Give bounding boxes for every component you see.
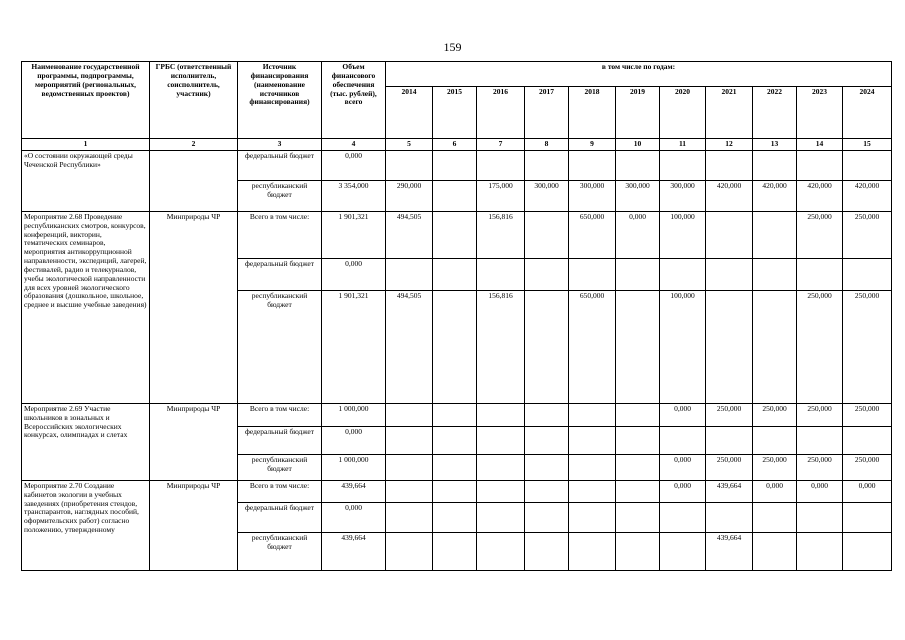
year-value <box>525 150 569 180</box>
header-year: 2021 <box>706 87 753 139</box>
year-value <box>477 480 525 502</box>
header-year: 2016 <box>477 87 525 139</box>
year-value: 650,000 <box>569 211 616 258</box>
header-year: 2014 <box>386 87 433 139</box>
year-value <box>569 454 616 480</box>
column-number: 3 <box>238 139 322 151</box>
column-number: 9 <box>569 139 616 151</box>
year-value <box>843 150 892 180</box>
column-number: 15 <box>843 139 892 151</box>
year-value: 420,000 <box>797 180 843 211</box>
year-value <box>706 211 753 258</box>
table-row <box>22 150 892 180</box>
year-value: 0,000 <box>753 480 797 502</box>
year-value <box>477 502 525 532</box>
year-value <box>616 426 660 454</box>
year-value <box>797 502 843 532</box>
volume-cell: 439,664 <box>322 480 386 502</box>
year-value <box>433 426 477 454</box>
year-value <box>616 403 660 426</box>
year-value <box>477 454 525 480</box>
column-number: 5 <box>386 139 433 151</box>
year-value: 250,000 <box>843 454 892 480</box>
year-value <box>386 258 433 290</box>
year-value <box>433 532 477 570</box>
year-value: 0,000 <box>660 480 706 502</box>
header-year: 2020 <box>660 87 706 139</box>
year-value <box>753 258 797 290</box>
year-value: 250,000 <box>843 403 892 426</box>
year-value <box>660 258 706 290</box>
year-value <box>616 532 660 570</box>
year-value <box>706 258 753 290</box>
year-value <box>753 290 797 403</box>
year-value <box>569 150 616 180</box>
header-year: 2024 <box>843 87 892 139</box>
year-value <box>843 532 892 570</box>
year-value <box>433 480 477 502</box>
column-number: 10 <box>616 139 660 151</box>
column-number: 13 <box>753 139 797 151</box>
year-value <box>660 532 706 570</box>
table-row <box>22 403 892 426</box>
header-row-1 <box>22 62 892 87</box>
grbs-cell: Минприроды ЧР <box>150 480 238 570</box>
year-value <box>616 454 660 480</box>
year-value: 156,816 <box>477 290 525 403</box>
source-federal: федеральный бюджет <box>238 150 322 180</box>
volume-cell: 439,664 <box>322 532 386 570</box>
year-value: 420,000 <box>753 180 797 211</box>
year-value: 250,000 <box>706 403 753 426</box>
volume-cell: 3 354,000 <box>322 180 386 211</box>
year-value <box>843 258 892 290</box>
year-value <box>525 454 569 480</box>
year-value: 250,000 <box>843 290 892 403</box>
year-value: 0,000 <box>797 480 843 502</box>
year-value: 250,000 <box>706 454 753 480</box>
year-value: 420,000 <box>843 180 892 211</box>
year-value: 100,000 <box>660 290 706 403</box>
year-value <box>525 532 569 570</box>
year-value <box>433 150 477 180</box>
year-value <box>569 480 616 502</box>
volume-cell: 0,000 <box>322 150 386 180</box>
year-value <box>569 426 616 454</box>
program-name: «О состоянии окружающей среды Чеченской Республики» <box>22 150 150 211</box>
volume-cell: 1 901,321 <box>322 290 386 403</box>
source-total: Всего в том числе: <box>238 480 322 502</box>
year-value: 156,816 <box>477 211 525 258</box>
year-value <box>616 258 660 290</box>
year-value: 250,000 <box>797 290 843 403</box>
year-value: 250,000 <box>797 211 843 258</box>
year-value <box>753 150 797 180</box>
year-value <box>386 454 433 480</box>
program-name: Мероприятие 2.70 Создание кабинетов экологии в учебных заведениях (приобретения стендов, транспарантов, наглядных пособий, оформительских работ) согласно положению, утвержденному <box>22 480 150 570</box>
year-value: 250,000 <box>753 403 797 426</box>
year-value <box>477 426 525 454</box>
grbs-cell: Минприроды ЧР <box>150 403 238 480</box>
source-federal: федеральный бюджет <box>238 258 322 290</box>
grbs-cell <box>150 150 238 211</box>
header-source: Источник финансирования (наименование источников финансирования) <box>238 62 322 139</box>
year-value <box>525 480 569 502</box>
header-volume: Объем финансового обеспечения (тыс. рублей), всего <box>322 62 386 139</box>
column-number: 2 <box>150 139 238 151</box>
source-federal: федеральный бюджет <box>238 502 322 532</box>
year-value: 0,000 <box>660 454 706 480</box>
year-value: 0,000 <box>660 403 706 426</box>
year-value <box>386 502 433 532</box>
year-value <box>569 532 616 570</box>
grbs-cell: Минприроды ЧР <box>150 211 238 403</box>
year-value: 494,505 <box>386 211 433 258</box>
header-year: 2023 <box>797 87 843 139</box>
year-value <box>797 150 843 180</box>
year-value: 0,000 <box>616 211 660 258</box>
year-value <box>477 532 525 570</box>
year-value <box>477 258 525 290</box>
volume-cell: 1 000,000 <box>322 403 386 426</box>
year-value: 0,000 <box>843 480 892 502</box>
column-number: 7 <box>477 139 525 151</box>
year-value <box>706 290 753 403</box>
year-value <box>433 403 477 426</box>
source-total: Всего в том числе: <box>238 211 322 258</box>
source-total: Всего в том числе: <box>238 403 322 426</box>
header-year: 2019 <box>616 87 660 139</box>
year-value: 420,000 <box>706 180 753 211</box>
header-grbs: ГРБС (ответственный исполнитель, соисполнитель, участник) <box>150 62 238 139</box>
financing-table <box>21 61 892 571</box>
year-value: 250,000 <box>753 454 797 480</box>
header-year: 2015 <box>433 87 477 139</box>
year-value <box>569 502 616 532</box>
header-program: Наименование государственной программы, подпрограммы, мероприятий (региональных, ведомственных проектов) <box>22 62 150 139</box>
year-value <box>433 258 477 290</box>
year-value <box>433 211 477 258</box>
program-name: Мероприятие 2.68 Проведение республиканских смотров, конкурсов, конференций, викторин, тематических семинаров, мероприятия антикоррупционной направленности, экспедиций, лагерей, фестивалей, радио и телекурналов, учебы экологической направленности для всех уровней экологического образования (дошкольное, школьное, среднее и высшие учебные заведения) <box>22 211 150 403</box>
year-value <box>616 502 660 532</box>
year-value <box>753 211 797 258</box>
column-number-row <box>22 139 892 151</box>
year-value <box>616 150 660 180</box>
year-value <box>797 258 843 290</box>
volume-cell: 0,000 <box>322 502 386 532</box>
year-value <box>843 502 892 532</box>
year-value: 300,000 <box>660 180 706 211</box>
year-value <box>797 532 843 570</box>
year-value: 250,000 <box>843 211 892 258</box>
year-value: 300,000 <box>569 180 616 211</box>
volume-cell: 0,000 <box>322 258 386 290</box>
year-value <box>660 502 706 532</box>
year-value <box>525 258 569 290</box>
year-value <box>525 502 569 532</box>
year-value <box>797 426 843 454</box>
year-value <box>386 150 433 180</box>
year-value <box>616 480 660 502</box>
year-value <box>706 426 753 454</box>
year-value <box>753 502 797 532</box>
year-value: 494,505 <box>386 290 433 403</box>
program-name: Мероприятие 2.69 Участие школьников в зональных и Всероссийских экологических конкурсах, олимпиадах и слетах <box>22 403 150 480</box>
year-value <box>660 150 706 180</box>
year-value <box>386 480 433 502</box>
year-value: 100,000 <box>660 211 706 258</box>
column-number: 14 <box>797 139 843 151</box>
year-value: 250,000 <box>797 454 843 480</box>
year-value <box>569 258 616 290</box>
source-republic: республиканский бюджет <box>238 290 322 403</box>
year-value <box>525 426 569 454</box>
year-value: 439,664 <box>706 480 753 502</box>
volume-cell: 1 000,000 <box>322 454 386 480</box>
year-value: 175,000 <box>477 180 525 211</box>
year-value <box>660 426 706 454</box>
header-year: 2022 <box>753 87 797 139</box>
volume-cell: 1 901,321 <box>322 211 386 258</box>
year-value <box>386 403 433 426</box>
year-value: 650,000 <box>569 290 616 403</box>
year-value <box>706 502 753 532</box>
year-value: 300,000 <box>616 180 660 211</box>
table-row <box>22 211 892 258</box>
volume-cell: 0,000 <box>322 426 386 454</box>
year-value: 300,000 <box>525 180 569 211</box>
year-value <box>616 290 660 403</box>
year-value <box>433 290 477 403</box>
year-value <box>569 403 616 426</box>
header-year: 2017 <box>525 87 569 139</box>
header-year: 2018 <box>569 87 616 139</box>
year-value <box>386 426 433 454</box>
column-number: 11 <box>660 139 706 151</box>
source-republic: республиканский бюджет <box>238 454 322 480</box>
year-value <box>525 211 569 258</box>
year-value <box>433 180 477 211</box>
source-republic: республиканский бюджет <box>238 532 322 570</box>
year-value <box>525 403 569 426</box>
year-value <box>706 150 753 180</box>
column-number: 6 <box>433 139 477 151</box>
year-value <box>433 502 477 532</box>
column-number: 4 <box>322 139 386 151</box>
column-number: 12 <box>706 139 753 151</box>
table-row <box>22 480 892 502</box>
year-value <box>843 426 892 454</box>
header-years-caption: в том числе по годам: <box>386 62 892 87</box>
source-republic: республиканский бюджет <box>238 180 322 211</box>
year-value <box>477 150 525 180</box>
year-value: 290,000 <box>386 180 433 211</box>
year-value: 250,000 <box>797 403 843 426</box>
source-federal: федеральный бюджет <box>238 426 322 454</box>
column-number: 1 <box>22 139 150 151</box>
year-value <box>753 532 797 570</box>
year-value <box>386 532 433 570</box>
year-value <box>753 426 797 454</box>
year-value <box>525 290 569 403</box>
year-value: 439,664 <box>706 532 753 570</box>
year-value <box>433 454 477 480</box>
column-number: 8 <box>525 139 569 151</box>
year-value <box>477 403 525 426</box>
page-number: 159 <box>443 40 462 54</box>
